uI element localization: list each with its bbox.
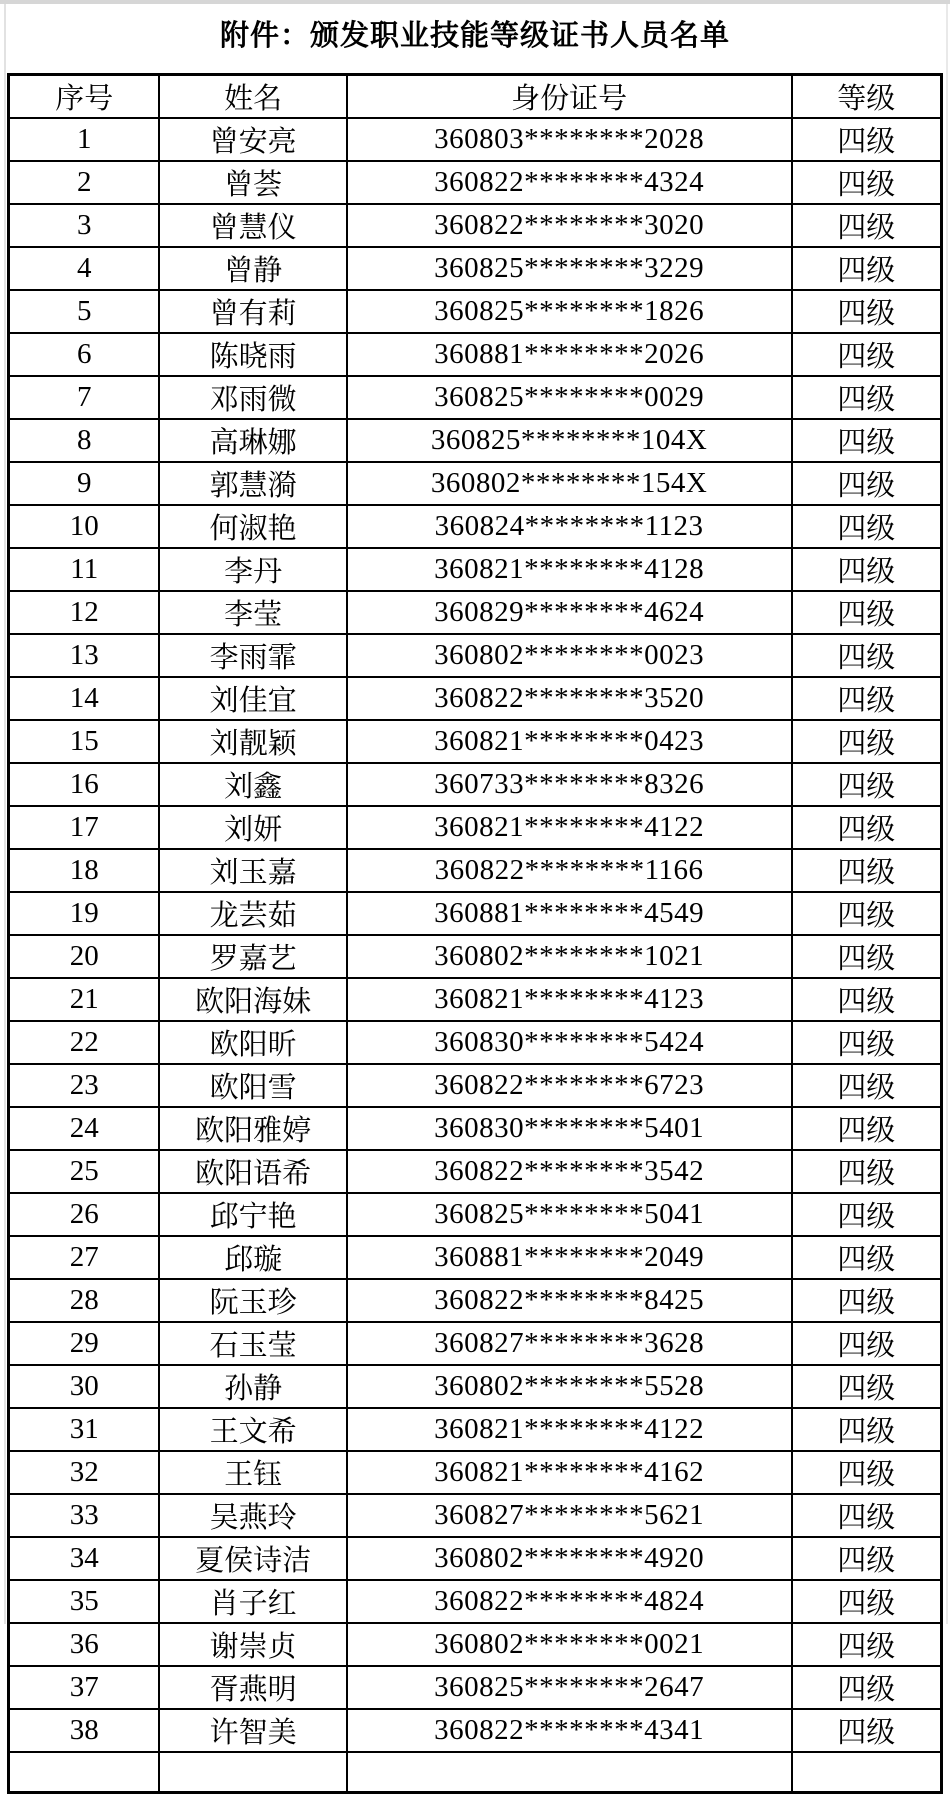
table-row: [9, 849, 942, 892]
table-row: [9, 1494, 942, 1537]
cell-level: 四级: [792, 161, 942, 204]
cell-person-name: 曾荟: [159, 161, 346, 204]
cell-id-number: 360733********8326: [347, 763, 792, 806]
table-row: [9, 1451, 942, 1494]
cell-serial-number: 34: [9, 1537, 160, 1580]
cell-person-name: 刘妍: [159, 806, 346, 849]
cell-serial-number: 30: [9, 1365, 160, 1408]
table-row: [9, 1322, 942, 1365]
cell-serial-number: 18: [9, 849, 160, 892]
cell-person-name: 刘佳宜: [159, 677, 346, 720]
table-row: [9, 634, 942, 677]
cell-level: 四级: [792, 1451, 942, 1494]
cell-serial-number: 13: [9, 634, 160, 677]
header-cell-name: 姓名: [159, 75, 346, 119]
table-row: [9, 720, 942, 763]
table-row: [9, 333, 942, 376]
cell-id-number: 360821********4122: [347, 1408, 792, 1451]
cell-serial-number: 14: [9, 677, 160, 720]
table-row: [9, 505, 942, 548]
cell-level: 四级: [792, 1666, 942, 1709]
cell-level: 四级: [792, 204, 942, 247]
cell-serial-number: 5: [9, 290, 160, 333]
cell-serial-number: 22: [9, 1021, 160, 1064]
cell-id-number: 360821********4128: [347, 548, 792, 591]
table-row: [9, 1107, 942, 1150]
cell-person-name: 刘玉嘉: [159, 849, 346, 892]
cell-serial-number: 15: [9, 720, 160, 763]
cell-id-number: 360822********1166: [347, 849, 792, 892]
cell-person-name: 孙静: [159, 1365, 346, 1408]
cell-level: 四级: [792, 763, 942, 806]
cell-person-name: 谢崇贞: [159, 1623, 346, 1666]
cell-level: 四级: [792, 677, 942, 720]
cell-id-number: 360829********4624: [347, 591, 792, 634]
page-edge-top: [0, 0, 950, 4]
cell-level: 四级: [792, 1580, 942, 1623]
cell-serial-number: 20: [9, 935, 160, 978]
cell-level: 四级: [792, 1365, 942, 1408]
cell-person-name: 龙芸茹: [159, 892, 346, 935]
cell-level: 四级: [792, 1279, 942, 1322]
table-header: [9, 75, 942, 119]
table-row: [9, 1623, 942, 1666]
cell-id-number: 360822********3020: [347, 204, 792, 247]
cell-level: 四级: [792, 935, 942, 978]
table-row: [9, 1236, 942, 1279]
cell-person-name: 欧阳海妹: [159, 978, 346, 1021]
cell-person-name: 曾有莉: [159, 290, 346, 333]
cell-level: 四级: [792, 1709, 942, 1752]
cell-serial-number: 3: [9, 204, 160, 247]
cell-person-name: 刘鑫: [159, 763, 346, 806]
cell-person-name: 刘靓颖: [159, 720, 346, 763]
cell-id-number: 360822********6723: [347, 1064, 792, 1107]
cell-level: 四级: [792, 462, 942, 505]
cell-serial-number: 28: [9, 1279, 160, 1322]
table-row: [9, 763, 942, 806]
cell-id-number: 360802********154X: [347, 462, 792, 505]
cell-level: 四级: [792, 1537, 942, 1580]
cell-person-name: 欧阳语希: [159, 1150, 346, 1193]
cell-person-name: 曾慧仪: [159, 204, 346, 247]
cell-person-name: 肖子红: [159, 1580, 346, 1623]
cell-level: 四级: [792, 978, 942, 1021]
cell-id-number: 360822********4324: [347, 161, 792, 204]
cell-level: 四级: [792, 892, 942, 935]
table-row: [9, 1709, 942, 1752]
cell-id-number: 360825********0029: [347, 376, 792, 419]
cell-level: 四级: [792, 118, 942, 161]
header-cell-id: 身份证号: [347, 75, 792, 119]
cell-id-number: 360802********5528: [347, 1365, 792, 1408]
table-row: [9, 376, 942, 419]
cell-serial-number: 29: [9, 1322, 160, 1365]
cell-level: 四级: [792, 720, 942, 763]
certificate-table: [7, 73, 943, 1794]
cell-serial-number: 19: [9, 892, 160, 935]
cell-serial-number: 8: [9, 419, 160, 462]
cell-id-number: 360821********4122: [347, 806, 792, 849]
cell-person-name: 夏侯诗洁: [159, 1537, 346, 1580]
cell-serial-number: 27: [9, 1236, 160, 1279]
cell-empty: [792, 1752, 942, 1792]
cell-id-number: 360822********3542: [347, 1150, 792, 1193]
table-row: [9, 462, 942, 505]
cell-id-number: 360827********5621: [347, 1494, 792, 1537]
table-row-partial: [9, 1752, 942, 1792]
cell-id-number: 360824********1123: [347, 505, 792, 548]
cell-id-number: 360822********8425: [347, 1279, 792, 1322]
cell-person-name: 何淑艳: [159, 505, 346, 548]
table-row: [9, 204, 942, 247]
cell-level: 四级: [792, 376, 942, 419]
cell-serial-number: 2: [9, 161, 160, 204]
cell-id-number: 360881********2026: [347, 333, 792, 376]
cell-person-name: 罗嘉艺: [159, 935, 346, 978]
cell-serial-number: 31: [9, 1408, 160, 1451]
cell-level: 四级: [792, 1150, 942, 1193]
cell-id-number: 360822********3520: [347, 677, 792, 720]
cell-person-name: 吴燕玲: [159, 1494, 346, 1537]
cell-person-name: 许智美: [159, 1709, 346, 1752]
cell-serial-number: 7: [9, 376, 160, 419]
cell-serial-number: 17: [9, 806, 160, 849]
table-row: [9, 1021, 942, 1064]
cell-person-name: 郭慧漪: [159, 462, 346, 505]
cell-person-name: 曾静: [159, 247, 346, 290]
cell-level: 四级: [792, 333, 942, 376]
table-row: [9, 1365, 942, 1408]
cell-empty: [159, 1752, 346, 1792]
cell-serial-number: 26: [9, 1193, 160, 1236]
cell-serial-number: 25: [9, 1150, 160, 1193]
cell-level: 四级: [792, 1193, 942, 1236]
table-partial-row-container: [9, 1752, 942, 1792]
cell-id-number: 360830********5424: [347, 1021, 792, 1064]
cell-person-name: 欧阳雅婷: [159, 1107, 346, 1150]
cell-serial-number: 37: [9, 1666, 160, 1709]
cell-person-name: 欧阳昕: [159, 1021, 346, 1064]
table-row: [9, 419, 942, 462]
table-row: [9, 1193, 942, 1236]
cell-person-name: 曾安亮: [159, 118, 346, 161]
table-row: [9, 548, 942, 591]
cell-level: 四级: [792, 634, 942, 677]
cell-serial-number: 11: [9, 548, 160, 591]
cell-person-name: 邱宁艳: [159, 1193, 346, 1236]
cell-serial-number: 9: [9, 462, 160, 505]
cell-serial-number: 23: [9, 1064, 160, 1107]
table-row: [9, 247, 942, 290]
cell-serial-number: 21: [9, 978, 160, 1021]
cell-id-number: 360802********0023: [347, 634, 792, 677]
cell-id-number: 360803********2028: [347, 118, 792, 161]
cell-id-number: 360827********3628: [347, 1322, 792, 1365]
cell-serial-number: 12: [9, 591, 160, 634]
cell-id-number: 360881********2049: [347, 1236, 792, 1279]
cell-person-name: 李雨霏: [159, 634, 346, 677]
cell-id-number: 360825********5041: [347, 1193, 792, 1236]
cell-id-number: 360825********3229: [347, 247, 792, 290]
cell-level: 四级: [792, 806, 942, 849]
cell-level: 四级: [792, 247, 942, 290]
cell-serial-number: 32: [9, 1451, 160, 1494]
cell-serial-number: 24: [9, 1107, 160, 1150]
cell-person-name: 李丹: [159, 548, 346, 591]
cell-level: 四级: [792, 849, 942, 892]
page-title: 附件：颁发职业技能等级证书人员名单: [219, 20, 730, 52]
cell-serial-number: 35: [9, 1580, 160, 1623]
table-row: [9, 978, 942, 1021]
cell-person-name: 欧阳雪: [159, 1064, 346, 1107]
cell-level: 四级: [792, 591, 942, 634]
table-row: [9, 1150, 942, 1193]
cell-id-number: 360825********2647: [347, 1666, 792, 1709]
cell-serial-number: 36: [9, 1623, 160, 1666]
table-row: [9, 892, 942, 935]
cell-id-number: 360821********0423: [347, 720, 792, 763]
cell-person-name: 王钰: [159, 1451, 346, 1494]
header-cell-level: 等级: [792, 75, 942, 119]
cell-person-name: 陈晓雨: [159, 333, 346, 376]
cell-serial-number: 10: [9, 505, 160, 548]
cell-level: 四级: [792, 419, 942, 462]
cell-person-name: 胥燕明: [159, 1666, 346, 1709]
cell-id-number: 360802********1021: [347, 935, 792, 978]
cell-id-number: 360830********5401: [347, 1107, 792, 1150]
cell-level: 四级: [792, 290, 942, 333]
table-row: [9, 806, 942, 849]
cell-level: 四级: [792, 1107, 942, 1150]
cell-level: 四级: [792, 548, 942, 591]
cell-level: 四级: [792, 1021, 942, 1064]
table-header-row: [9, 75, 942, 119]
table-row: [9, 1666, 942, 1709]
cell-person-name: 高琳娜: [159, 419, 346, 462]
cell-id-number: 360825********1826: [347, 290, 792, 333]
table-body: [9, 118, 942, 1752]
cell-serial-number: 33: [9, 1494, 160, 1537]
page-edge-left: [4, 4, 6, 1624]
cell-level: 四级: [792, 1322, 942, 1365]
cell-serial-number: 6: [9, 333, 160, 376]
cell-level: 四级: [792, 505, 942, 548]
cell-id-number: 360821********4162: [347, 1451, 792, 1494]
table-row: [9, 1064, 942, 1107]
cell-serial-number: 4: [9, 247, 160, 290]
cell-level: 四级: [792, 1236, 942, 1279]
cell-person-name: 邱璇: [159, 1236, 346, 1279]
cell-person-name: 李莹: [159, 591, 346, 634]
cell-id-number: 360802********4920: [347, 1537, 792, 1580]
cell-person-name: 王文希: [159, 1408, 346, 1451]
cell-id-number: 360881********4549: [347, 892, 792, 935]
cell-empty: [9, 1752, 160, 1792]
table-row: [9, 161, 942, 204]
table-row: [9, 1408, 942, 1451]
table-row: [9, 1537, 942, 1580]
cell-id-number: 360822********4341: [347, 1709, 792, 1752]
table-row: [9, 677, 942, 720]
table-row: [9, 290, 942, 333]
cell-id-number: 360822********4824: [347, 1580, 792, 1623]
cell-level: 四级: [792, 1623, 942, 1666]
cell-level: 四级: [792, 1408, 942, 1451]
cell-serial-number: 38: [9, 1709, 160, 1752]
cell-level: 四级: [792, 1064, 942, 1107]
cell-id-number: 360825********104X: [347, 419, 792, 462]
cell-person-name: 石玉莹: [159, 1322, 346, 1365]
table-row: [9, 1279, 942, 1322]
cell-level: 四级: [792, 1494, 942, 1537]
cell-empty: [347, 1752, 792, 1792]
cell-person-name: 邓雨微: [159, 376, 346, 419]
cell-person-name: 阮玉珍: [159, 1279, 346, 1322]
page-edge-right: [946, 4, 948, 1624]
cell-serial-number: 16: [9, 763, 160, 806]
table-row: [9, 118, 942, 161]
table-row: [9, 591, 942, 634]
table-row: [9, 1580, 942, 1623]
cell-serial-number: 1: [9, 118, 160, 161]
cell-id-number: 360802********0021: [347, 1623, 792, 1666]
header-cell-no: 序号: [9, 75, 160, 119]
cell-id-number: 360821********4123: [347, 978, 792, 1021]
table-row: [9, 935, 942, 978]
